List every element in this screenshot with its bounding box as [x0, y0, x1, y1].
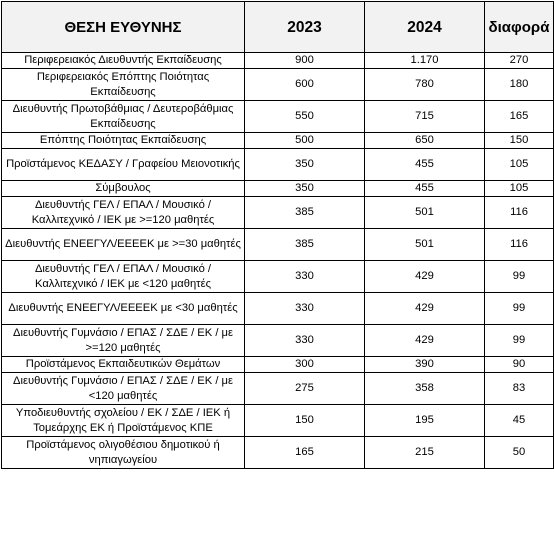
value-2024-cell: 358 — [365, 373, 485, 405]
header-year-2024: 2024 — [365, 2, 485, 53]
table-row — [2, 261, 554, 293]
value-2023-cell: 500 — [245, 133, 365, 149]
value-2024-cell: 215 — [365, 437, 485, 469]
difference-cell: 270 — [485, 53, 554, 69]
table-row — [2, 229, 554, 261]
value-2024-cell: 715 — [365, 101, 485, 133]
value-2024-cell: 501 — [365, 229, 485, 261]
position-cell: Διευθυντής ΓΕΛ / ΕΠΑΛ / Μουσικό / Καλλιτεχνικό / ΙΕΚ με >=120 μαθητές — [2, 197, 245, 229]
difference-cell: 99 — [485, 293, 554, 325]
table-row — [2, 101, 554, 133]
header-year-2023: 2023 — [245, 2, 365, 53]
position-cell: Προϊστάμενος Εκπαιδευτικών Θεμάτων — [2, 357, 245, 373]
position-cell: Περιφερειακός Επόπτης Ποιότητας Εκπαίδευσης — [2, 69, 245, 101]
value-2023-cell: 330 — [245, 293, 365, 325]
position-cell: Διευθυντής ΓΕΛ / ΕΠΑΛ / Μουσικό / Καλλιτεχνικό / ΙΕΚ με <120 μαθητές — [2, 261, 245, 293]
value-2023-cell: 275 — [245, 373, 365, 405]
difference-cell: 45 — [485, 405, 554, 437]
table-row — [2, 149, 554, 181]
value-2023-cell: 350 — [245, 149, 365, 181]
table-row — [2, 293, 554, 325]
difference-cell: 165 — [485, 101, 554, 133]
position-cell: Διευθυντής ΕΝΕΕΓΥΛ/ΕΕΕΕΚ με >=30 μαθητές — [2, 229, 245, 261]
value-2023-cell: 165 — [245, 437, 365, 469]
table-row — [2, 53, 554, 69]
value-2024-cell: 1.170 — [365, 53, 485, 69]
table-row — [2, 181, 554, 197]
allowance-table — [1, 1, 554, 469]
table-row — [2, 357, 554, 373]
value-2024-cell: 650 — [365, 133, 485, 149]
difference-cell: 150 — [485, 133, 554, 149]
header-difference: διαφορά — [485, 2, 554, 53]
difference-cell: 105 — [485, 149, 554, 181]
difference-cell: 116 — [485, 197, 554, 229]
difference-cell: 83 — [485, 373, 554, 405]
value-2024-cell: 429 — [365, 261, 485, 293]
value-2023-cell: 900 — [245, 53, 365, 69]
value-2023-cell: 550 — [245, 101, 365, 133]
position-cell: Προϊστάμενος ολιγοθέσιου δημοτικού ή νηπιαγωγείου — [2, 437, 245, 469]
value-2023-cell: 385 — [245, 229, 365, 261]
header-position: ΘΕΣΗ ΕΥΘΥΝΗΣ — [2, 2, 245, 53]
value-2023-cell: 300 — [245, 357, 365, 373]
value-2024-cell: 429 — [365, 325, 485, 357]
position-cell: Διευθυντής Πρωτοβάθμιας / Δευτεροβάθμιας Εκπαίδευσης — [2, 101, 245, 133]
table-row — [2, 133, 554, 149]
table-row — [2, 69, 554, 101]
difference-cell: 116 — [485, 229, 554, 261]
value-2024-cell: 780 — [365, 69, 485, 101]
position-cell: Διευθυντής Γυμνάσιο / ΕΠΑΣ / ΣΔΕ / ΕΚ / με <120 μαθητές — [2, 373, 245, 405]
position-cell: Υποδιευθυντής σχολείου / ΕΚ / ΣΔΕ / ΙΕΚ ή Τομεάρχης ΕΚ ή Προϊστάμενος ΚΠΕ — [2, 405, 245, 437]
position-cell: Περιφερειακός Διευθυντής Εκπαίδευσης — [2, 53, 245, 69]
difference-cell: 180 — [485, 69, 554, 101]
table-row — [2, 405, 554, 437]
value-2023-cell: 330 — [245, 261, 365, 293]
table-row — [2, 373, 554, 405]
difference-cell: 99 — [485, 261, 554, 293]
difference-cell: 50 — [485, 437, 554, 469]
position-cell: Σύμβουλος — [2, 181, 245, 197]
table-row — [2, 197, 554, 229]
value-2024-cell: 429 — [365, 293, 485, 325]
table-row — [2, 437, 554, 469]
table-row — [2, 325, 554, 357]
difference-cell: 99 — [485, 325, 554, 357]
difference-cell: 90 — [485, 357, 554, 373]
position-cell: Διευθυντής Γυμνάσιο / ΕΠΑΣ / ΣΔΕ / ΕΚ / με >=120 μαθητές — [2, 325, 245, 357]
position-cell: Διευθυντής ΕΝΕΕΓΥΛ/ΕΕΕΕΚ με <30 μαθητές — [2, 293, 245, 325]
value-2024-cell: 455 — [365, 149, 485, 181]
value-2023-cell: 385 — [245, 197, 365, 229]
position-cell: Προϊστάμενος ΚΕΔΑΣΥ / Γραφείου Μειονοτικής — [2, 149, 245, 181]
value-2024-cell: 195 — [365, 405, 485, 437]
value-2024-cell: 501 — [365, 197, 485, 229]
value-2023-cell: 600 — [245, 69, 365, 101]
difference-cell: 105 — [485, 181, 554, 197]
value-2023-cell: 150 — [245, 405, 365, 437]
value-2024-cell: 455 — [365, 181, 485, 197]
position-cell: Επόπτης Ποιότητας Εκπαίδευσης — [2, 133, 245, 149]
header-row — [2, 2, 554, 53]
value-2023-cell: 350 — [245, 181, 365, 197]
value-2023-cell: 330 — [245, 325, 365, 357]
value-2024-cell: 390 — [365, 357, 485, 373]
